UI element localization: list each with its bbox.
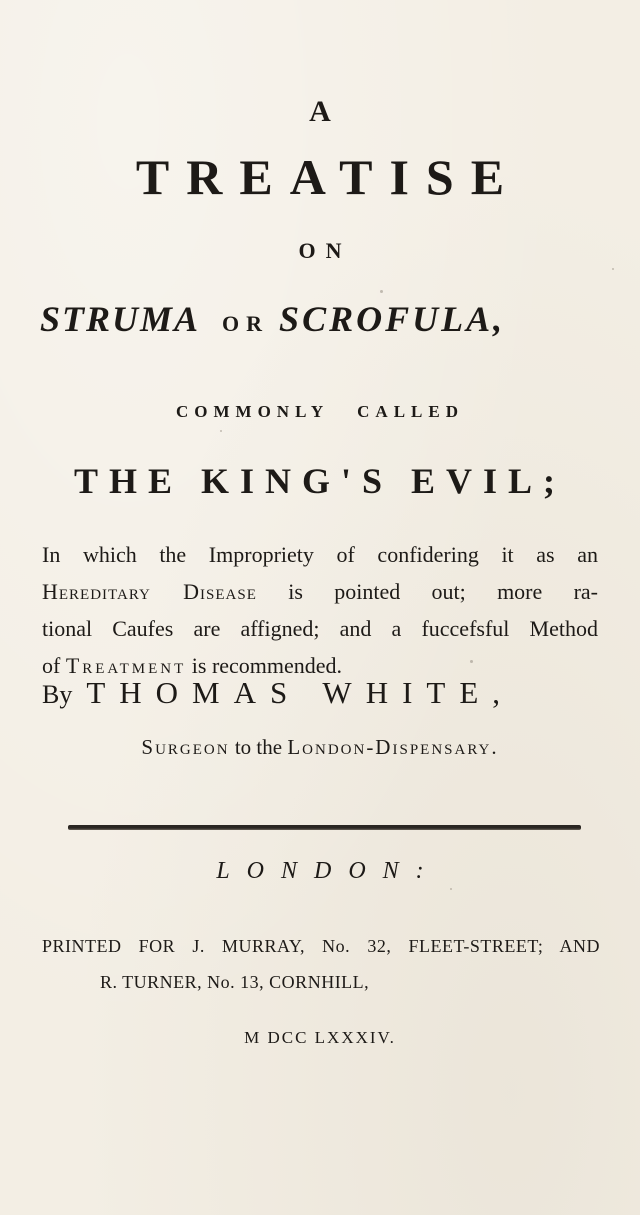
paper-speck	[612, 268, 614, 270]
title-struma: STRUMA	[40, 299, 201, 339]
the-word: THE	[73, 461, 183, 501]
description-paragraph	[42, 536, 598, 684]
title-treatise: TREATISE	[135, 149, 522, 205]
author-line	[42, 675, 602, 711]
divider-rule	[68, 825, 581, 830]
kings-word: KING'S	[200, 461, 394, 501]
author-name: THOMAS WHITE,	[86, 675, 515, 710]
paper-speck	[450, 888, 452, 890]
description-line-2-rest: is pointed out; more ra-	[256, 579, 599, 604]
treatment-word: Treatment	[65, 653, 187, 678]
title-or: OR	[222, 311, 270, 336]
author-affiliation	[0, 735, 640, 760]
called-word: CALLED	[357, 402, 464, 421]
printer-line-1: PRINTED FOR J. MURRAY, No. 32, FLEET-STREET; AND	[42, 936, 600, 956]
description-line-3: tional Caufes are affigned; and a fuccefsful Method	[42, 616, 598, 641]
commonly-called-line	[0, 402, 640, 422]
title-struma-line	[40, 298, 505, 340]
paper-speck	[380, 290, 383, 293]
description-line-4-post: is recommended.	[186, 653, 343, 678]
imprint-place: LONDON:	[216, 858, 441, 884]
surgeon-to: to the	[229, 735, 288, 759]
hereditary-disease: Hereditary Disease	[42, 579, 257, 604]
description-line-1: In which the Impropriety of confidering it as an	[42, 542, 598, 567]
paper-speck	[220, 430, 222, 432]
commonly-word: COMMONLY	[175, 402, 330, 421]
evil-word: EVIL;	[411, 461, 567, 501]
surgeon-word: Surgeon	[141, 735, 230, 759]
printer-line-2: R. TURNER, No. 13, CORNHILL,	[100, 972, 370, 992]
title-on: ON	[298, 238, 352, 263]
description-line-4-pre: of	[42, 653, 66, 678]
london-dispensary: London-Dispensary.	[287, 735, 499, 759]
paper-speck	[470, 660, 473, 663]
title-scrofula: SCROFULA,	[279, 299, 506, 339]
article-a: A	[309, 95, 331, 128]
description-line-2	[42, 573, 598, 610]
kings-evil-line	[0, 460, 640, 502]
author-by: By	[42, 680, 73, 709]
imprint-date: M DCC LXXXIV.	[244, 1028, 396, 1047]
